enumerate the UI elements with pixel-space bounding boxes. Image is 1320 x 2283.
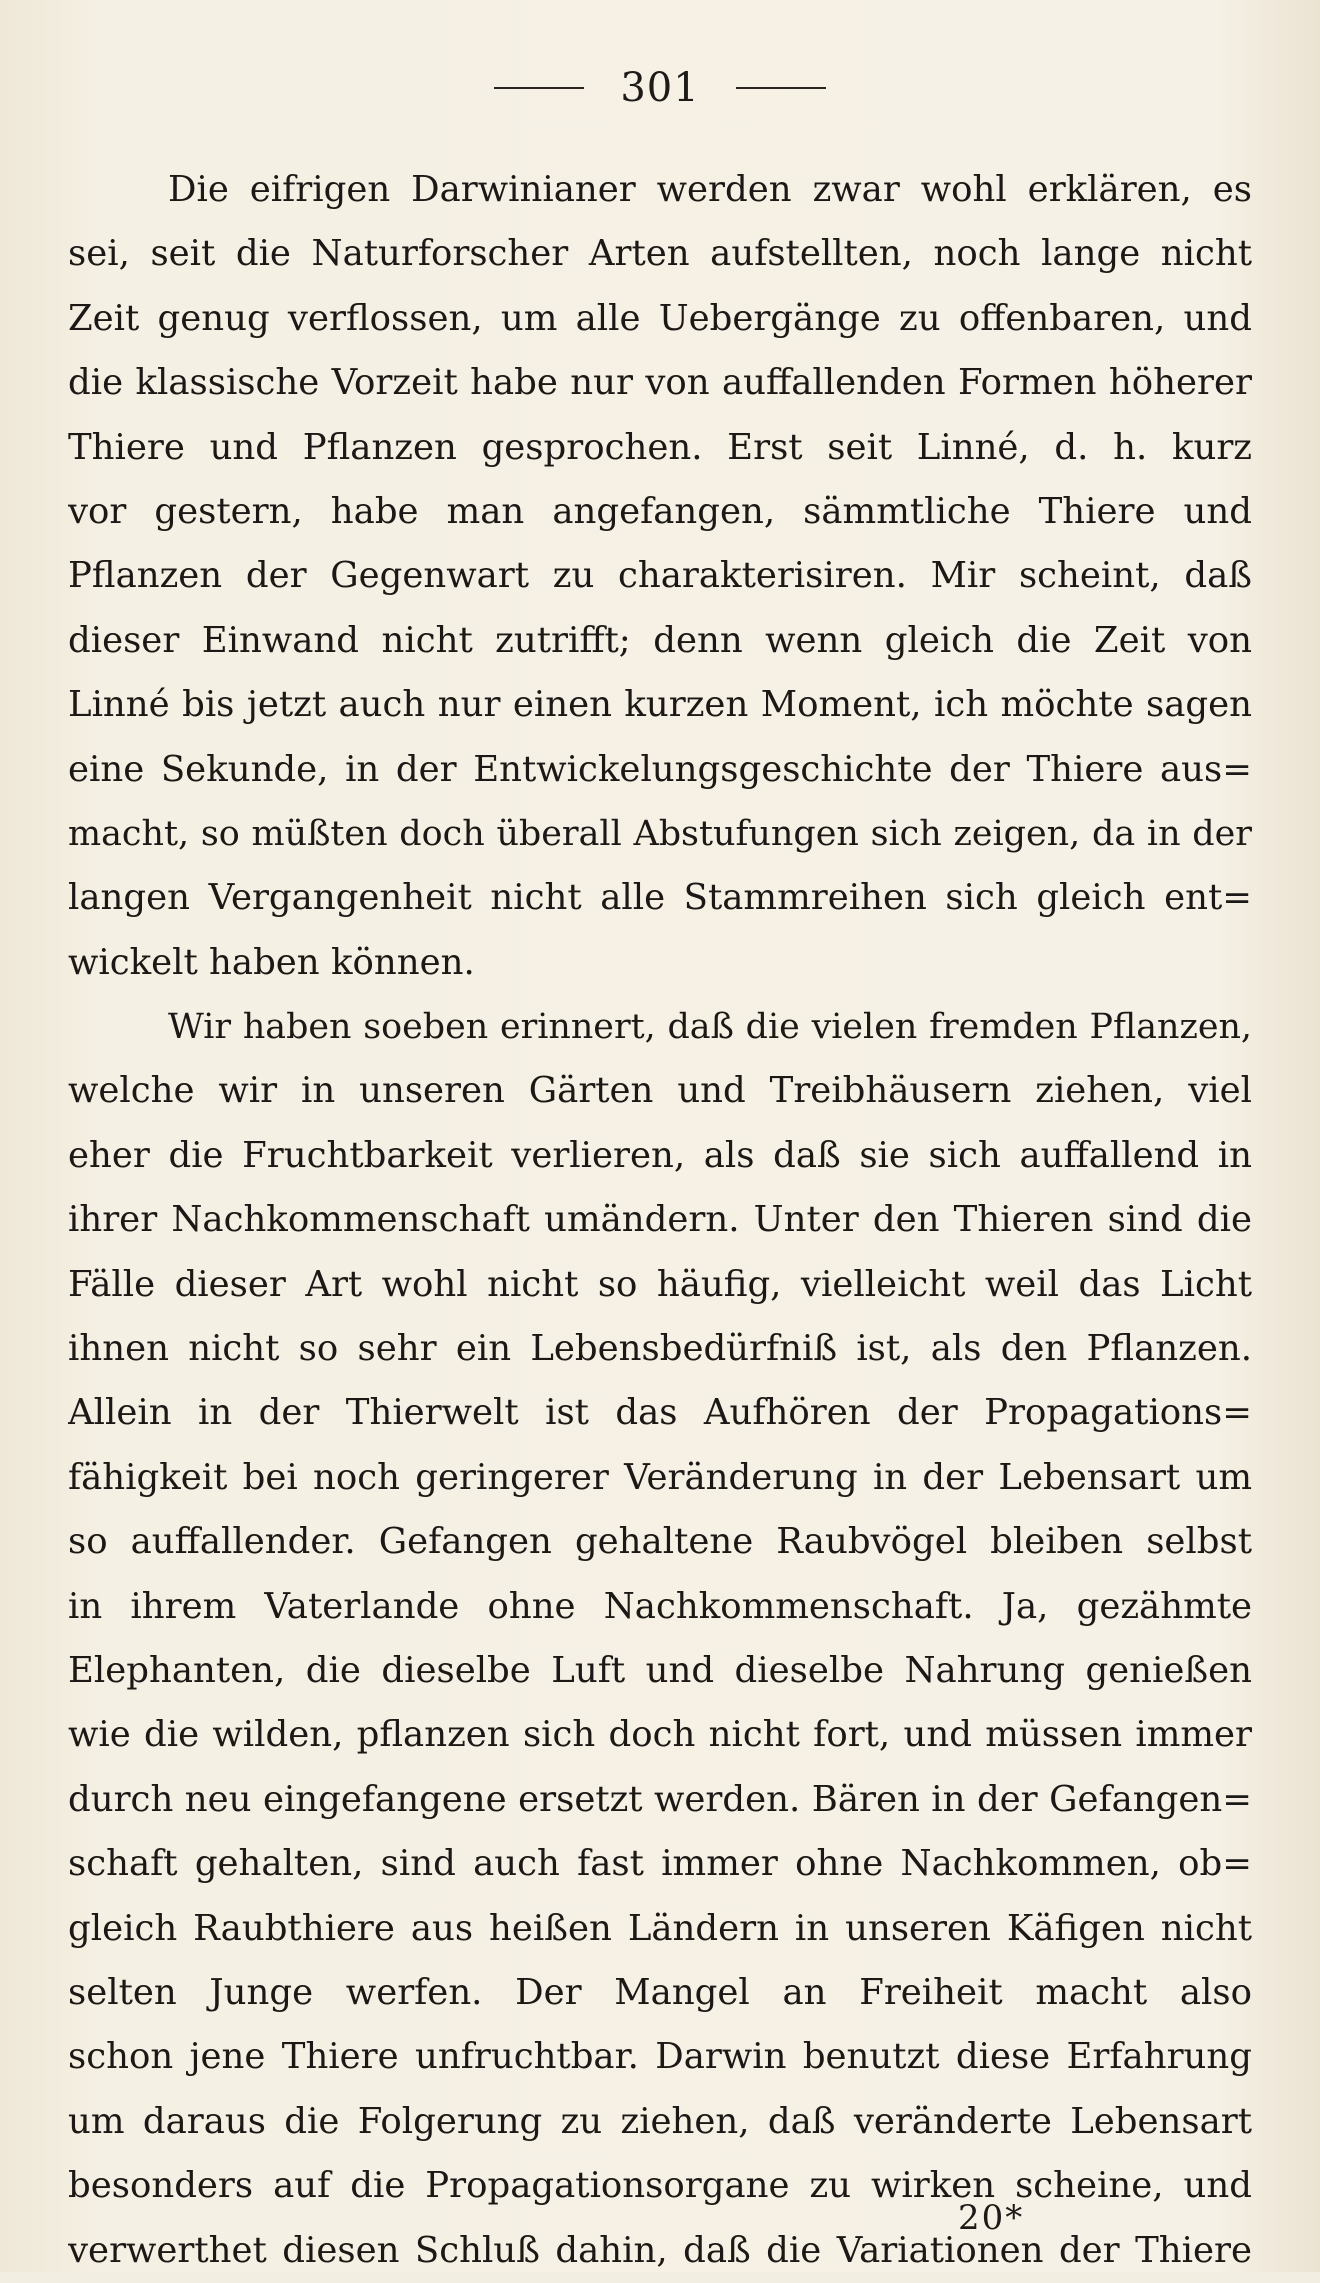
text-line: sei, seit die Naturforscher Arten aufstellten, noch lange nicht: [68, 233, 1252, 275]
text-line: eher die Fruchtbarkeit verlieren, als daß sie sich auffallend in: [68, 1134, 1252, 1176]
text-line: Thiere und Pflanzen gesprochen. Erst seit Linné, d. h. kurz: [68, 426, 1252, 468]
text-line: wie die wilden, pflanzen sich doch nicht fort, und müssen immer: [68, 1714, 1252, 1756]
text-line: verwerthet diesen Schluß dahin, daß die Variationen der Thiere: [68, 2229, 1252, 2271]
text-line: macht, so müßten doch überall Abstufungen sich zeigen, da in der: [68, 813, 1252, 854]
page-header: [0, 58, 1320, 118]
header-rule-left: [494, 87, 584, 89]
text-line: Fälle dieser Art wohl nicht so häufig, vielleicht weil das Licht: [68, 1263, 1252, 1305]
text-line: durch neu eingefangene ersetzt werden. Bären in der Gefangen=: [68, 1778, 1252, 1820]
text-line: um daraus die Folgerung zu ziehen, daß veränderte Lebensart: [68, 2100, 1252, 2142]
text-line: ihrer Nachkommenschaft umändern. Unter den Thieren sind die: [68, 1199, 1252, 1241]
text-line: Linné bis jetzt auch nur einen kurzen Moment, ich möchte sagen: [68, 684, 1252, 726]
text-line: fähigkeit bei noch geringerer Veränderung in der Lebensart um: [68, 1456, 1252, 1498]
body-text: [68, 158, 1252, 2283]
text-line: gleich Raubthiere aus heißen Ländern in unseren Käfigen nicht: [68, 1907, 1252, 1949]
text-line: selten Junge werfen. Der Mangel an Freiheit macht also: [68, 1971, 1252, 2013]
text-line: eine Sekunde, in der Entwickelungsgeschichte der Thiere aus=: [68, 748, 1252, 790]
text-line: besonders auf die Propagationsorgane zu wirken scheine, und: [68, 2165, 1252, 2207]
text-line: Pflanzen der Gegenwart zu charakterisiren. Mir scheint, daß: [68, 555, 1252, 597]
text-line: welche wir in unseren Gärten und Treibhäusern ziehen, viel: [68, 1070, 1252, 1112]
text-line: ihnen nicht so sehr ein Lebensbedürfniß ist, als den Pflanzen.: [68, 1328, 1252, 1370]
header-rule-right: [736, 87, 826, 89]
page-number: 301: [620, 65, 700, 111]
text-line: in ihrem Vaterlande ohne Nachkommenschaft. Ja, gezähmte: [68, 1585, 1252, 1627]
text-line: dieser Einwand nicht zutrifft; denn wenn gleich die Zeit von: [68, 619, 1252, 661]
text-line: Zeit genug verflossen, um alle Uebergänge zu offenbaren, und: [68, 297, 1252, 339]
sheet-signature: 20*: [958, 2198, 1025, 2238]
text-line: so auffallender. Gefangen gehaltene Raubvögel bleiben selbst: [68, 1521, 1252, 1563]
text-line: Elephanten, die dieselbe Luft und dieselbe Nahrung genießen: [68, 1649, 1252, 1691]
text-line: Wir haben soeben erinnert, daß die vielen fremden Pflanzen,: [168, 1007, 1252, 1048]
text-line: schaft gehalten, sind auch fast immer ohne Nachkommen, ob=: [68, 1843, 1252, 1885]
text-line: die klassische Vorzeit habe nur von auffallenden Formen höherer: [68, 362, 1252, 404]
text-line: langen Vergangenheit nicht alle Stammreihen sich gleich ent=: [68, 877, 1252, 919]
text-line: vor gestern, habe man angefangen, sämmtliche Thiere und: [68, 490, 1252, 532]
text-line: Allein in der Thierwelt ist das Aufhören der Propagations=: [68, 1392, 1252, 1434]
text-line: Die eifrigen Darwinianer werden zwar wohl erklären, es: [168, 169, 1252, 210]
text-line: schon jene Thiere unfruchtbar. Darwin benutzt diese Erfahrung: [68, 2036, 1252, 2078]
paragraph-2: [68, 995, 1252, 2283]
text-line: wickelt haben können.: [68, 941, 475, 983]
paragraph-1: [68, 158, 1252, 995]
